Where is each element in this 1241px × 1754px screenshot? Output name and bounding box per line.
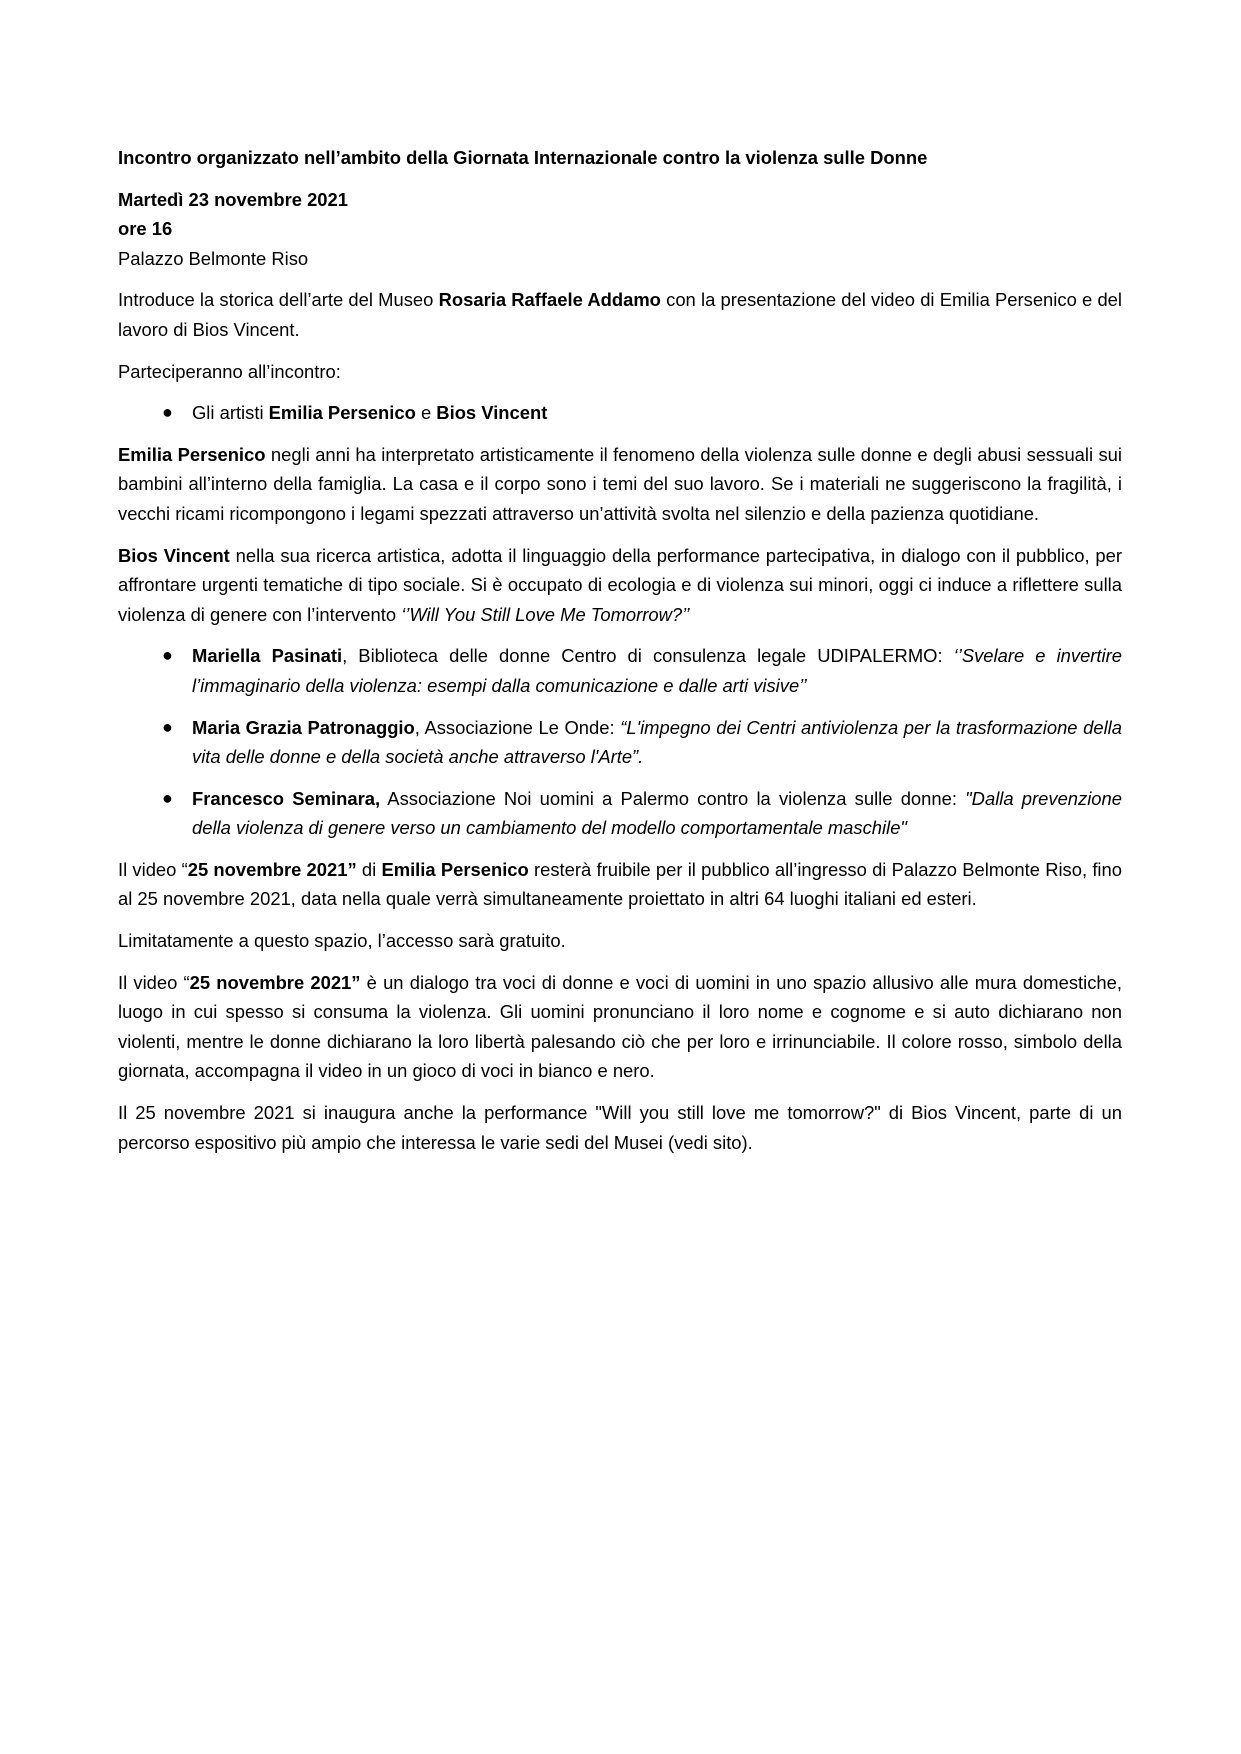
document-page — [118, 143, 1122, 1169]
artists-text-2: e — [415, 402, 437, 424]
vincent-paragraph — [118, 541, 1122, 630]
bullet-icon: ● — [162, 716, 173, 737]
event-venue: Palazzo Belmonte Riso — [118, 247, 309, 269]
speaker-affiliation: , Associazione Le Onde: — [414, 716, 621, 738]
artists-list — [118, 398, 1122, 428]
speaker-affiliation: Associazione Noi uomini a Palermo contro la violenza sulle donne: — [380, 787, 966, 809]
closing-paragraph: Il 25 novembre 2021 si inaugura anche la performance "Will you still love me tomorrow?" di Bios Vincent, parte di un percorso espositivo più ampio che interessa le varie sedi del Musei (vedi sito). — [118, 1102, 1122, 1153]
video1-title: 25 novembre 2021” — [187, 858, 357, 880]
video1-text-2: di — [356, 858, 382, 880]
speaker-talk-title: “L'impegno dei Centri antiviolenza per la trasformazione della vita delle donne e della società anche attraverso l'Arte”. — [192, 716, 1122, 768]
video2-title: 25 novembre 2021” — [189, 971, 361, 993]
video1-artist: Emilia Persenico — [381, 858, 529, 880]
speaker-affiliation: , Biblioteca delle donne Centro di consulenza legale UDIPALERMO: — [342, 645, 954, 667]
persenico-text: negli anni ha interpretato artisticamente il fenomeno della violenza sulle donne e degli abusi sessuali sui bambini all’interno della famiglia. La casa e il corpo sono i temi del suo lavoro. Se i materiali ne suggeriscono la fragilità, i vecchi ricami ricompongono i legami spezzati attraverso un’attività svolta nel silenzio e della pazienza quotidiane. — [118, 443, 1122, 524]
list-item-speaker — [118, 713, 1122, 772]
persenico-name: Emilia Persenico — [118, 443, 266, 465]
bullet-icon: ● — [162, 645, 173, 666]
access-paragraph: Limitatamente a questo spazio, l’accesso sarà gratuito. — [118, 930, 566, 952]
event-date: Martedì 23 novembre 2021 — [118, 188, 348, 210]
vincent-name: Bios Vincent — [118, 544, 230, 566]
artist-name-1: Emilia Persenico — [268, 402, 416, 424]
intro-text-1: Introduce la storica dell’arte del Museo — [118, 289, 439, 311]
event-title: Incontro organizzato nell’ambito della Giornata Internazionale contro la violenza sulle Donne — [118, 147, 928, 168]
participants-label: Parteciperanno all’incontro: — [118, 360, 341, 382]
speakers-list — [118, 641, 1122, 843]
speaker-talk-title: "Dalla prevenzione della violenza di genere verso un cambiamento del modello comportamentale maschile" — [192, 787, 1122, 839]
video1-text-3: resterà fruibile per il pubblico all’ingresso di Palazzo Belmonte Riso, fino al 25 novembre 2021, data nella quale verrà simultaneamente proiettato in altri 64 luoghi italiani ed esteri. — [118, 858, 1122, 910]
list-item-speaker — [118, 784, 1122, 843]
speaker-name: Francesco Seminara, — [192, 787, 381, 809]
speaker-name: Mariella Pasinati — [192, 645, 343, 667]
speaker-talk-title: ‘’Svelare e invertire l’immaginario della violenza: esempi dalla comunicazione e dalle arti visive’’ — [192, 645, 1122, 696]
bullet-icon: ● — [162, 787, 173, 808]
list-item-artists — [118, 398, 1122, 428]
intro-paragraph — [118, 285, 1122, 344]
artist-name-2: Bios Vincent — [436, 402, 548, 424]
video2-text-1: Il video “ — [118, 971, 190, 993]
speaker-name: Maria Grazia Patronaggio — [192, 716, 415, 738]
intro-presenter-name: Rosaria Raffaele Addamo — [438, 289, 661, 311]
event-time: ore 16 — [118, 218, 173, 240]
intro-text-2: con la presentazione del video di Emilia Persenico e del lavoro di Bios Vincent. — [118, 289, 1122, 340]
list-item-speaker — [118, 641, 1122, 700]
video-description-paragraph — [118, 968, 1122, 1086]
vincent-text: nella sua ricerca artistica, adotta il linguaggio della performance partecipativa, in dialogo con il pubblico, per affrontare urgenti tematiche di tipo sociale. Si è occupato di ecologia e di violenza sui minori, oggi ci induce a riflettere sulla violenza di genere con l’intervento — [118, 544, 1122, 625]
artists-text-1: Gli artisti — [192, 402, 269, 424]
persenico-paragraph — [118, 440, 1122, 529]
video1-text-1: Il video “ — [118, 858, 188, 880]
video-availability-paragraph — [118, 855, 1122, 914]
bullet-icon: ● — [162, 402, 173, 423]
vincent-work-title: ‘’Will You Still Love Me Tomorrow?’’ — [401, 603, 690, 625]
video2-text-2: è un dialogo tra voci di donne e voci di uomini in uno spazio allusivo alle mura domestiche, luogo in cui spesso si consuma la violenza. Gli uomini pronunciano il loro nome e cognome e si auto dichiarano non violenti, mentre le donne dichiarano la loro libertà palesando ciò che per loro e irrinunciabile. Il colore rosso, simbolo della giornata, accompagna il video in un gioco di voci in bianco e nero. — [118, 971, 1122, 1082]
